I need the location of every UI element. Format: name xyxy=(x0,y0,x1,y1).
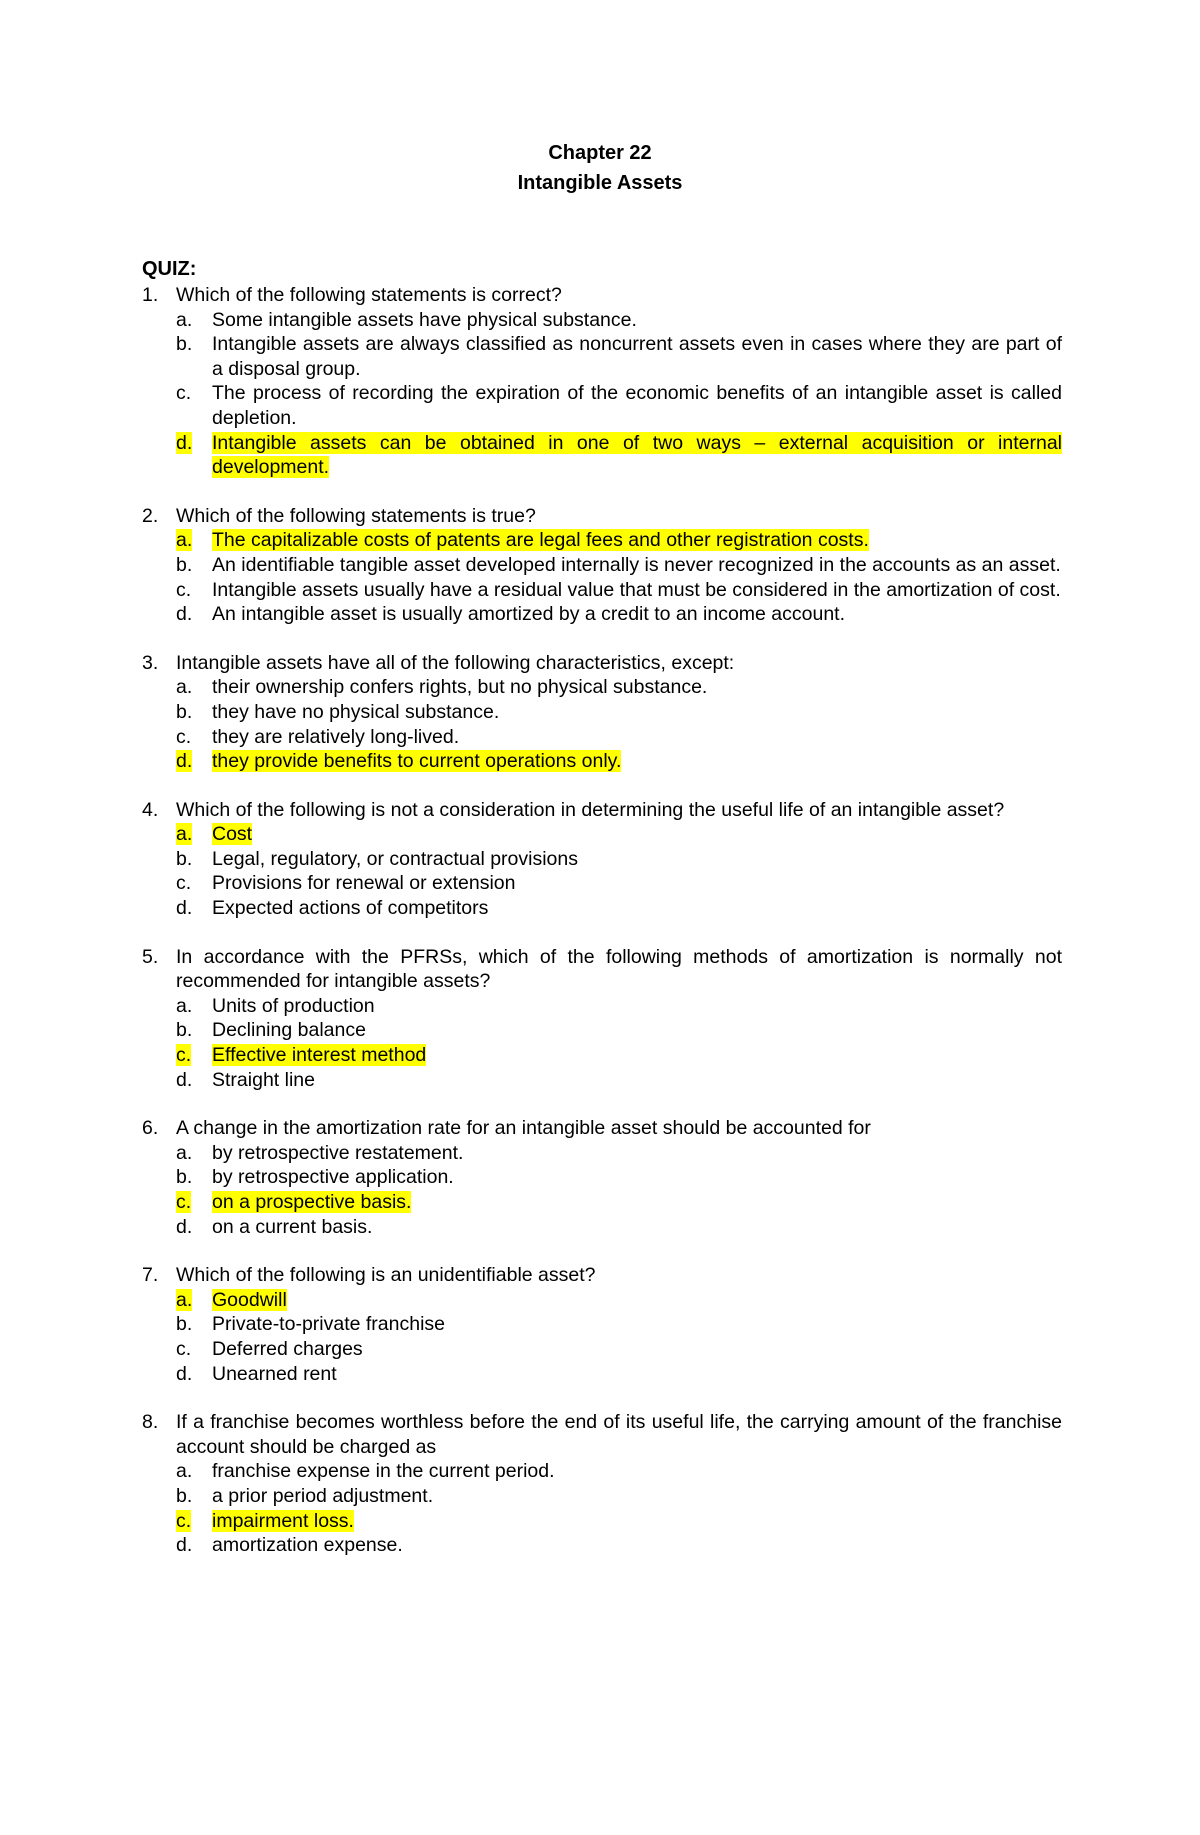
answer-option xyxy=(176,1312,1062,1337)
option-letter-highlight: d. xyxy=(176,431,193,454)
answer-option-correct xyxy=(176,1190,1062,1215)
question-number: 5. xyxy=(142,945,159,968)
answer-option xyxy=(176,308,1062,333)
option-text: franchise expense in the current period. xyxy=(212,1460,555,1483)
option-letter-highlight: d. xyxy=(176,750,193,773)
answer-option-correct xyxy=(176,431,1062,480)
answer-option xyxy=(176,675,1062,700)
option-text: Intangible assets can be obtained in one of two ways – external acquisition or internal development. xyxy=(212,431,1062,479)
question-row xyxy=(142,798,1062,823)
question-number: 2. xyxy=(142,504,159,527)
answer-option-correct xyxy=(176,1043,1062,1068)
answer-option-correct xyxy=(176,528,1062,553)
option-text: Units of production xyxy=(212,994,375,1017)
question-number: 4. xyxy=(142,798,159,821)
quiz-label: QUIZ: xyxy=(142,258,197,280)
answer-option-correct xyxy=(176,1509,1062,1534)
option-letter: a. xyxy=(176,1141,193,1164)
question-row xyxy=(142,945,1062,994)
question-text: A change in the amortization rate for an intangible asset should be accounted for xyxy=(176,1117,871,1140)
option-letter: a. xyxy=(176,1460,193,1483)
answer-option xyxy=(176,381,1062,430)
answer-option xyxy=(176,1459,1062,1484)
answer-option xyxy=(176,725,1062,750)
question-text: Which of the following statements is true? xyxy=(176,504,536,527)
question-text: Which of the following is not a consideration in determining the useful life of an intangible asset? xyxy=(176,798,1005,821)
option-letter: d. xyxy=(176,1068,193,1091)
answer-options xyxy=(176,528,1062,626)
answer-option xyxy=(176,553,1062,578)
option-letter xyxy=(176,1288,212,1313)
option-letter: d. xyxy=(176,1362,193,1385)
answer-options xyxy=(176,308,1062,480)
option-letter-highlight: c. xyxy=(176,1044,192,1067)
option-text: Provisions for renewal or extension xyxy=(212,872,516,895)
question-item xyxy=(142,651,1062,774)
option-text: An identifiable tangible asset developed internally is never recognized in the accounts as an asset. xyxy=(212,553,1061,576)
chapter-heading: Chapter 22 xyxy=(548,142,652,164)
answer-option xyxy=(176,602,1062,627)
option-letter: d. xyxy=(176,603,193,626)
option-text: The capitalizable costs of patents are legal fees and other registration costs. xyxy=(212,529,869,552)
option-text: by retrospective restatement. xyxy=(212,1141,464,1164)
option-letter: d. xyxy=(176,1534,193,1557)
option-letter: b. xyxy=(176,1166,193,1189)
option-letter: c. xyxy=(176,1337,192,1360)
question-item xyxy=(142,1116,1062,1239)
answer-option xyxy=(176,1165,1062,1190)
answer-options xyxy=(176,822,1062,920)
answer-option xyxy=(176,994,1062,1019)
answer-option-correct xyxy=(176,822,1062,847)
option-text: An intangible asset is usually amortized by a credit to an income account. xyxy=(212,603,846,626)
answer-option-correct xyxy=(176,749,1062,774)
question-row xyxy=(142,651,1062,676)
option-letter xyxy=(176,749,212,774)
option-text: Private-to-private franchise xyxy=(212,1313,446,1336)
option-letter xyxy=(176,1043,212,1068)
question-number: 1. xyxy=(142,284,159,306)
option-letter: b. xyxy=(176,333,193,356)
option-text: Effective interest method xyxy=(212,1044,427,1067)
answer-options xyxy=(176,1459,1062,1557)
question-text: Which of the following statements is correct? xyxy=(176,284,562,306)
question-item xyxy=(142,504,1062,627)
answer-option xyxy=(176,896,1062,921)
option-text: on a current basis. xyxy=(212,1215,373,1238)
option-text: Goodwill xyxy=(212,1288,287,1311)
question-row xyxy=(142,1116,1062,1141)
question-item xyxy=(142,283,1062,480)
option-letter: a. xyxy=(176,676,193,699)
answer-option xyxy=(176,1141,1062,1166)
option-text: Intangible assets are always classified as noncurrent assets even in cases where they are part of a disposal group. xyxy=(212,333,1062,380)
option-text: Expected actions of competitors xyxy=(212,897,489,920)
option-letter-highlight: c. xyxy=(176,1509,192,1532)
question-number: 7. xyxy=(142,1264,159,1287)
option-letter: b. xyxy=(176,1484,193,1507)
option-letter: d. xyxy=(176,1215,193,1238)
option-letter-highlight: a. xyxy=(176,1288,193,1311)
question-text: If a franchise becomes worthless before the end of its useful life, the carrying amount of the franchise account should be charged as xyxy=(176,1411,1062,1458)
option-letter xyxy=(176,822,212,847)
answer-option xyxy=(176,1484,1062,1509)
answer-option xyxy=(176,847,1062,872)
option-letter: b. xyxy=(176,847,193,870)
option-text: a prior period adjustment. xyxy=(212,1484,434,1507)
option-text: amortization expense. xyxy=(212,1534,403,1557)
question-list xyxy=(142,283,1062,1582)
option-letter: c. xyxy=(176,725,192,748)
question-item xyxy=(142,1410,1062,1558)
option-text: they are relatively long-lived. xyxy=(212,725,460,748)
answer-options xyxy=(176,675,1062,773)
answer-option xyxy=(176,332,1062,381)
question-row xyxy=(142,504,1062,529)
option-letter xyxy=(176,431,212,480)
question-row xyxy=(142,283,1062,308)
option-letter xyxy=(176,1509,212,1534)
option-letter xyxy=(176,528,212,553)
option-text: Cost xyxy=(212,823,253,846)
answer-options xyxy=(176,994,1062,1092)
option-letter: d. xyxy=(176,897,193,920)
option-text: Legal, regulatory, or contractual provisions xyxy=(212,847,578,870)
option-letter: b. xyxy=(176,1019,193,1042)
question-text: Which of the following is an unidentifiable asset? xyxy=(176,1264,596,1287)
answer-option xyxy=(176,1362,1062,1387)
question-text: In accordance with the PFRSs, which of the following methods of amortization is normally not recommended for intangible assets? xyxy=(176,945,1062,993)
option-letter: a. xyxy=(176,994,193,1017)
option-text: they have no physical substance. xyxy=(212,700,500,723)
option-text: Intangible assets usually have a residual value that must be considered in the amortization of cost. xyxy=(212,578,1061,601)
option-letter: c. xyxy=(176,578,192,601)
answer-option xyxy=(176,578,1062,603)
answer-option xyxy=(176,700,1062,725)
question-number: 3. xyxy=(142,651,159,674)
option-text: they provide benefits to current operations only. xyxy=(212,750,622,773)
option-letter-highlight: c. xyxy=(176,1191,192,1213)
answer-option xyxy=(176,1337,1062,1362)
option-letter-highlight: a. xyxy=(176,529,193,552)
question-row xyxy=(142,1263,1062,1288)
answer-option xyxy=(176,1215,1062,1240)
question-text: Intangible assets have all of the following characteristics, except: xyxy=(176,651,735,674)
option-letter xyxy=(176,1190,212,1215)
question-row xyxy=(142,1410,1062,1459)
question-number: 6. xyxy=(142,1117,159,1140)
option-text: The process of recording the expiration of the economic benefits of an intangible asset is called depletion. xyxy=(212,382,1062,429)
answer-option xyxy=(176,1018,1062,1043)
answer-options xyxy=(176,1288,1062,1386)
option-text: impairment loss. xyxy=(212,1509,354,1532)
page-title: Intangible Assets xyxy=(517,172,683,194)
answer-option xyxy=(176,871,1062,896)
question-item xyxy=(142,945,1062,1093)
answer-options xyxy=(176,1141,1062,1239)
option-text: Straight line xyxy=(212,1068,315,1091)
answer-option xyxy=(176,1068,1062,1093)
option-text: their ownership confers rights, but no physical substance. xyxy=(212,676,708,699)
option-text: Some intangible assets have physical substance. xyxy=(212,308,637,331)
option-text: Unearned rent xyxy=(212,1362,337,1385)
option-letter: a. xyxy=(176,308,193,331)
option-letter: b. xyxy=(176,700,193,723)
option-letter: c. xyxy=(176,382,192,405)
option-text: on a prospective basis. xyxy=(212,1191,412,1213)
option-text: Declining balance xyxy=(212,1019,366,1042)
question-item xyxy=(142,1263,1062,1386)
option-letter-highlight: a. xyxy=(176,823,193,846)
option-text: by retrospective application. xyxy=(212,1166,454,1189)
option-letter: b. xyxy=(176,553,193,576)
answer-option-correct xyxy=(176,1288,1062,1313)
question-number: 8. xyxy=(142,1411,159,1434)
option-letter: b. xyxy=(176,1313,193,1336)
option-text: Deferred charges xyxy=(212,1337,363,1360)
question-item xyxy=(142,798,1062,921)
answer-option xyxy=(176,1533,1062,1558)
option-letter: c. xyxy=(176,872,192,895)
